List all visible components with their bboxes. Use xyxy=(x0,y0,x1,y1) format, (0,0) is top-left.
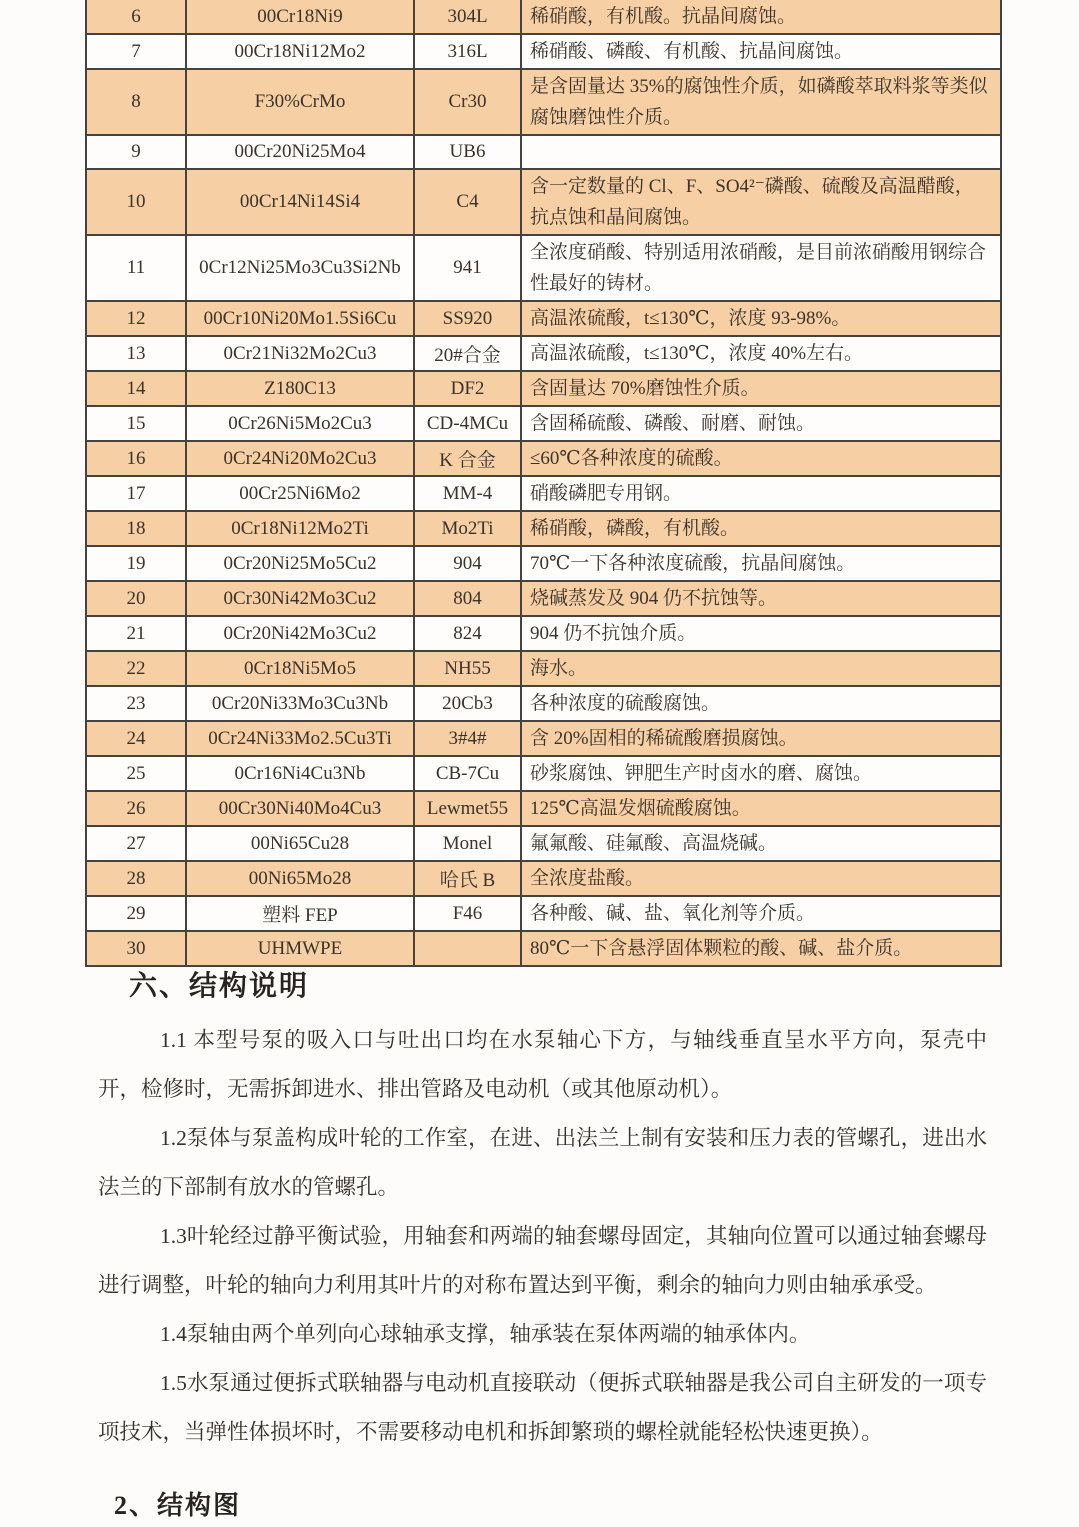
structure-section xyxy=(0,948,1079,1522)
cell-desc: 含固稀硫酸、磷酸、耐磨、耐蚀。 xyxy=(521,406,1001,441)
cell-no: 24 xyxy=(86,721,186,756)
cell-code: 3#4# xyxy=(414,721,521,756)
cell-desc: 是含固量达 35%的腐蚀性介质，如磷酸萃取料浆等类似腐蚀磨蚀性介质。 xyxy=(521,69,1001,135)
table-row xyxy=(86,235,1001,301)
cell-mat: F30%CrMo xyxy=(186,69,414,135)
cell-desc: 各种酸、碱、盐、氧化剂等介质。 xyxy=(521,896,1001,931)
cell-mat: 0Cr21Ni32Mo2Cu3 xyxy=(186,336,414,371)
cell-no: 28 xyxy=(86,861,186,896)
cell-no: 15 xyxy=(86,406,186,441)
table-row xyxy=(86,441,1001,476)
table-row xyxy=(86,301,1001,336)
cell-no: 6 xyxy=(86,0,186,34)
table-row xyxy=(86,476,1001,511)
cell-code: F46 xyxy=(414,896,521,931)
material-corrosion-table xyxy=(85,0,1002,967)
cell-mat: 0Cr26Ni5Mo2Cu3 xyxy=(186,406,414,441)
table-row xyxy=(86,616,1001,651)
cell-desc: 904 仍不抗蚀介质。 xyxy=(521,616,1001,651)
table-row xyxy=(86,0,1001,34)
cell-code: K 合金 xyxy=(414,441,521,476)
cell-no: 13 xyxy=(86,336,186,371)
table-row xyxy=(86,511,1001,546)
cell-mat: 00Ni65Mo28 xyxy=(186,861,414,896)
cell-mat: 00Cr30Ni40Mo4Cu3 xyxy=(186,791,414,826)
table-row xyxy=(86,336,1001,371)
cell-no: 23 xyxy=(86,686,186,721)
cell-desc: 全浓度硝酸、特别适用浓硝酸，是目前浓硝酸用钢综合性最好的铸材。 xyxy=(521,235,1001,301)
table-row xyxy=(86,34,1001,69)
cell-desc: 硝酸磷肥专用钢。 xyxy=(521,476,1001,511)
table-row xyxy=(86,546,1001,581)
cell-mat: 00Cr25Ni6Mo2 xyxy=(186,476,414,511)
cell-code: NH55 xyxy=(414,651,521,686)
cell-code: 20Cb3 xyxy=(414,686,521,721)
cell-mat: 00Cr20Ni25Mo4 xyxy=(186,135,414,169)
cell-no: 26 xyxy=(86,791,186,826)
cell-desc: 含固量达 70%磨蚀性介质。 xyxy=(521,371,1001,406)
cell-mat: 0Cr20Ni42Mo3Cu2 xyxy=(186,616,414,651)
table-row xyxy=(86,406,1001,441)
table-row xyxy=(86,721,1001,756)
cell-mat: Z180C13 xyxy=(186,371,414,406)
cell-code: 哈氏 B xyxy=(414,861,521,896)
cell-no: 30 xyxy=(86,931,186,966)
cell-desc: 含一定数量的 Cl、F、SO4²⁻磷酸、硫酸及高温醋酸，抗点蚀和晶间腐蚀。 xyxy=(521,169,1001,235)
cell-desc: 稀硝酸、磷酸、有机酸、抗晶间腐蚀。 xyxy=(521,34,1001,69)
cell-no: 21 xyxy=(86,616,186,651)
cell-desc: 125℃高温发烟硫酸腐蚀。 xyxy=(521,791,1001,826)
cell-desc: 70℃一下各种浓度硫酸，抗晶间腐蚀。 xyxy=(521,546,1001,581)
section-heading: 六、结构说明 xyxy=(129,971,310,1002)
cell-no: 27 xyxy=(86,826,186,861)
cell-desc xyxy=(521,135,1001,169)
table-row xyxy=(86,791,1001,826)
cell-no: 14 xyxy=(86,371,186,406)
cell-code: 941 xyxy=(414,235,521,301)
table-row xyxy=(86,756,1001,791)
material-table-body xyxy=(86,0,1001,966)
table-row xyxy=(86,69,1001,135)
cell-mat: 00Cr18Ni12Mo2 xyxy=(186,34,414,69)
cell-desc: 烧碱蒸发及 904 仍不抗蚀等。 xyxy=(521,581,1001,616)
cell-code: Mo2Ti xyxy=(414,511,521,546)
cell-no: 11 xyxy=(86,235,186,301)
cell-no: 8 xyxy=(86,69,186,135)
cell-code: C4 xyxy=(414,169,521,235)
cell-code: 824 xyxy=(414,616,521,651)
cell-no: 25 xyxy=(86,756,186,791)
cell-desc: 高温浓硫酸，t≤130℃，浓度 93-98%。 xyxy=(521,301,1001,336)
table-row xyxy=(86,651,1001,686)
table-row xyxy=(86,135,1001,169)
cell-mat: 0Cr16Ni4Cu3Nb xyxy=(186,756,414,791)
cell-no: 17 xyxy=(86,476,186,511)
table-row xyxy=(86,896,1001,931)
cell-mat: 00Cr14Ni14Si4 xyxy=(186,169,414,235)
cell-code: 904 xyxy=(414,546,521,581)
cell-mat: 00Cr10Ni20Mo1.5Si6Cu xyxy=(186,301,414,336)
cell-no: 18 xyxy=(86,511,186,546)
cell-code: 304L xyxy=(414,0,521,34)
cell-mat: 0Cr20Ni33Mo3Cu3Nb xyxy=(186,686,414,721)
cell-mat: 0Cr24Ni33Mo2.5Cu3Ti xyxy=(186,721,414,756)
cell-mat: UHMWPE xyxy=(186,931,414,966)
cell-code: CB-7Cu xyxy=(414,756,521,791)
structure-paragraph: 1.4泵轴由两个单列向心球轴承支撑，轴承装在泵体两端的轴承体内。 xyxy=(160,1322,811,1346)
table-row xyxy=(86,861,1001,896)
cell-desc: 海水。 xyxy=(521,651,1001,686)
cell-mat: 塑料 FEP xyxy=(186,896,414,931)
cell-code: CD-4MCu xyxy=(414,406,521,441)
cell-desc: 稀硝酸，磷酸，有机酸。 xyxy=(521,511,1001,546)
section-paragraphs xyxy=(0,1016,1079,1457)
cell-code: 804 xyxy=(414,581,521,616)
cell-code: DF2 xyxy=(414,371,521,406)
cell-code: UB6 xyxy=(414,135,521,169)
cell-desc: 砂浆腐蚀、钾肥生产时卤水的磨、腐蚀。 xyxy=(521,756,1001,791)
cell-desc: 全浓度盐酸。 xyxy=(521,861,1001,896)
structure-paragraph: 1.3叶轮经过静平衡试验，用轴套和两端的轴套螺母固定，其轴向位置可以通过轴套螺母进行调整，叶轮的轴向力利用其叶片的对称布置达到平衡，剩余的轴向力则由轴承承受。 xyxy=(98,1224,987,1297)
cell-desc: 含 20%固相的稀硫酸磨损腐蚀。 xyxy=(521,721,1001,756)
table-row xyxy=(86,686,1001,721)
cell-code: Lewmet55 xyxy=(414,791,521,826)
cell-code: Cr30 xyxy=(414,69,521,135)
cell-no: 16 xyxy=(86,441,186,476)
cell-no: 7 xyxy=(86,34,186,69)
cell-mat: 0Cr24Ni20Mo2Cu3 xyxy=(186,441,414,476)
cell-mat: 0Cr18Ni12Mo2Ti xyxy=(186,511,414,546)
cell-mat: 00Cr18Ni9 xyxy=(186,0,414,34)
cell-mat: 0Cr20Ni25Mo5Cu2 xyxy=(186,546,414,581)
cell-no: 29 xyxy=(86,896,186,931)
cell-no: 22 xyxy=(86,651,186,686)
cell-mat: 0Cr12Ni25Mo3Cu3Si2Nb xyxy=(186,235,414,301)
structure-paragraph: 1.2泵体与泵盖构成叶轮的工作室，在进、出法兰上制有安装和压力表的管螺孔，进出水法兰的下部制有放水的管螺孔。 xyxy=(98,1126,987,1199)
cell-code: SS920 xyxy=(414,301,521,336)
structure-paragraph: 1.1 本型号泵的吸入口与吐出口均在水泵轴心下方，与轴线垂直呈水平方向，泵壳中开，检修时，无需拆卸进水、排出管路及电动机（或其他原动机）。 xyxy=(98,1028,987,1101)
cell-no: 12 xyxy=(86,301,186,336)
table-row xyxy=(86,371,1001,406)
cell-desc: 稀硝酸，有机酸。抗晶间腐蚀。 xyxy=(521,0,1001,34)
cell-code: 316L xyxy=(414,34,521,69)
cell-code: Monel xyxy=(414,826,521,861)
cell-desc: 氟氟酸、硅氟酸、高温烧碱。 xyxy=(521,826,1001,861)
cell-desc: ≤60℃各种浓度的硫酸。 xyxy=(521,441,1001,476)
cell-mat: 0Cr30Ni42Mo3Cu2 xyxy=(186,581,414,616)
cell-no: 10 xyxy=(86,169,186,235)
cell-code: 20#合金 xyxy=(414,336,521,371)
sub-heading: 2、结构图 xyxy=(114,1491,242,1520)
cell-mat: 0Cr18Ni5Mo5 xyxy=(186,651,414,686)
cell-no: 9 xyxy=(86,135,186,169)
cell-desc: 高温浓硫酸，t≤130℃，浓度 40%左右。 xyxy=(521,336,1001,371)
cell-no: 20 xyxy=(86,581,186,616)
table-row xyxy=(86,826,1001,861)
structure-paragraph: 1.5水泵通过便拆式联轴器与电动机直接联动（便拆式联轴器是我公司自主研发的一项专项技术，当弹性体损坏时，不需要移动电机和拆卸繁琐的螺栓就能轻松快速更换）。 xyxy=(98,1371,987,1444)
cell-desc: 80℃一下含悬浮固体颗粒的酸、碱、盐介质。 xyxy=(521,931,1001,966)
table-row xyxy=(86,169,1001,235)
cell-desc: 各种浓度的硫酸腐蚀。 xyxy=(521,686,1001,721)
cell-code: MM-4 xyxy=(414,476,521,511)
table-row xyxy=(86,581,1001,616)
cell-no: 19 xyxy=(86,546,186,581)
cell-mat: 00Ni65Cu28 xyxy=(186,826,414,861)
